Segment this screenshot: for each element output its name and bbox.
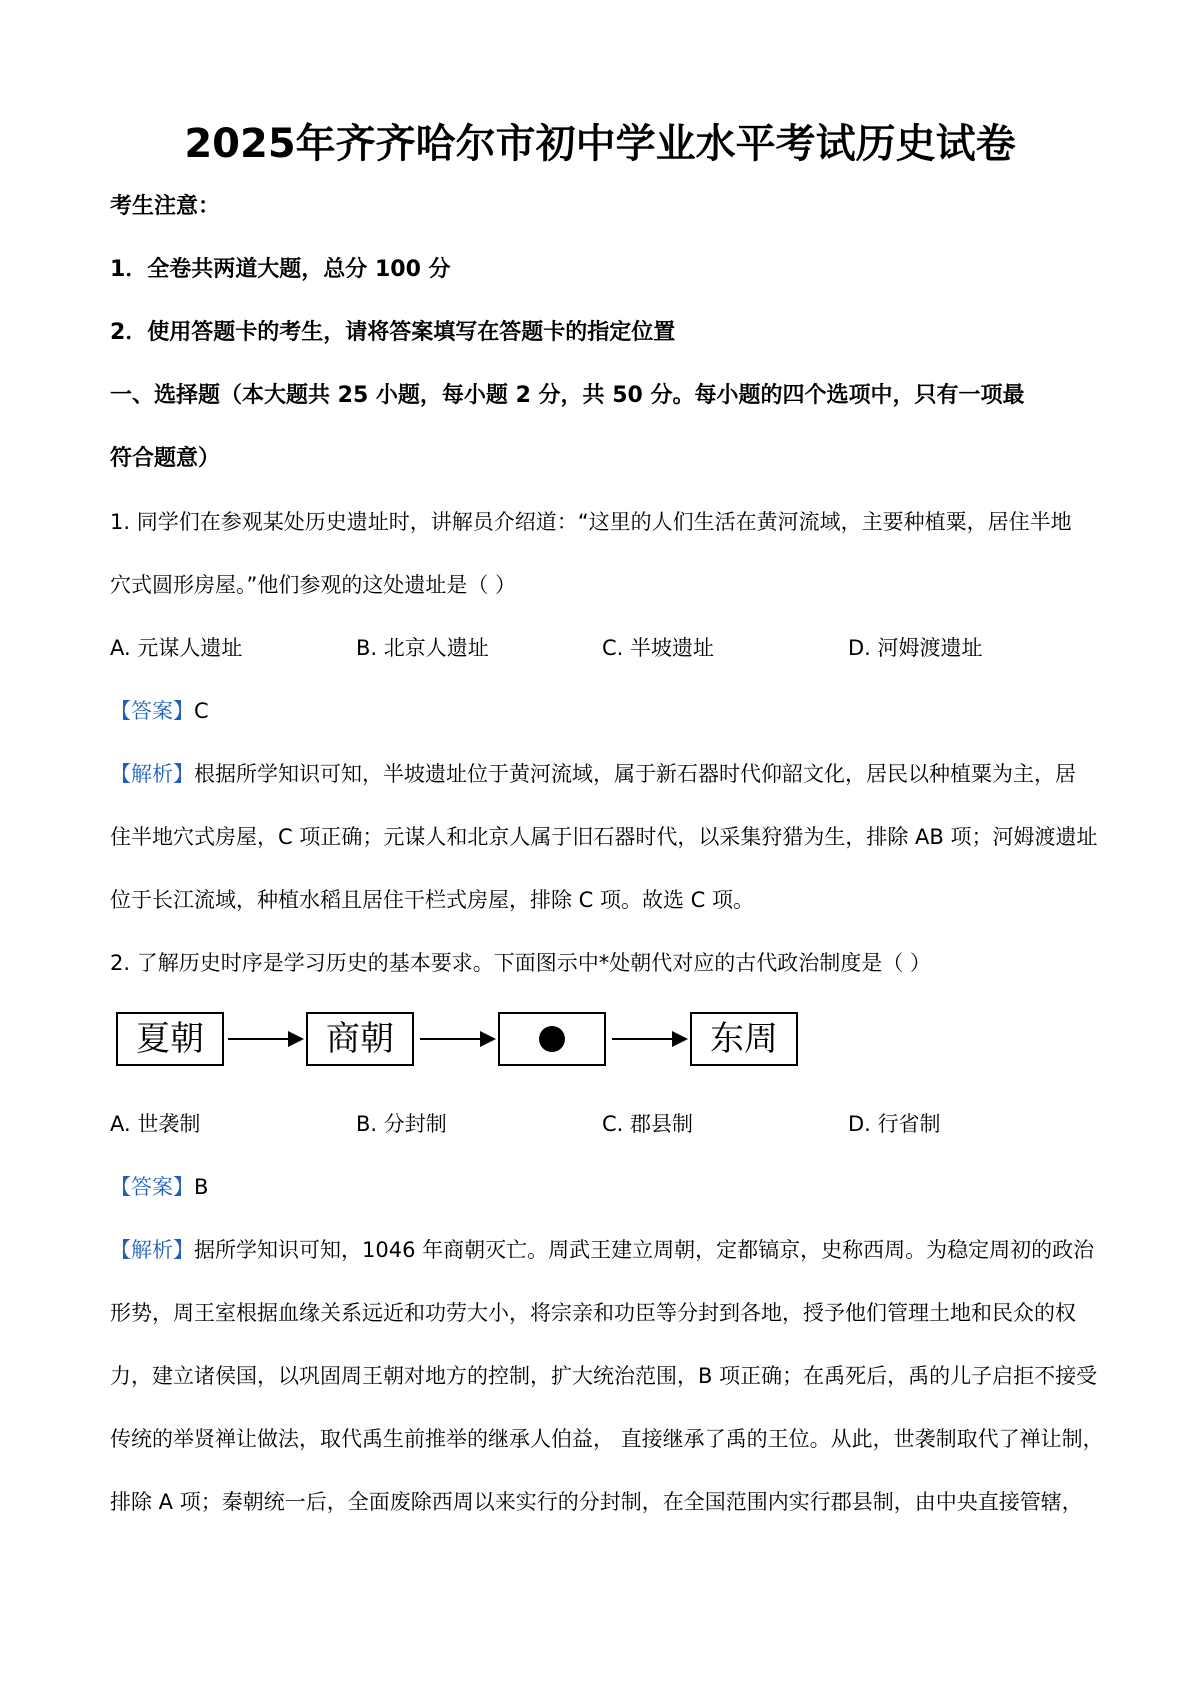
timeline-box-xia: 夏朝 xyxy=(116,1012,224,1066)
q2-answer-tag: 【答案】 xyxy=(110,1175,194,1199)
page-title: 2025年齐齐哈尔市初中学业水平考试历史试卷 xyxy=(184,121,1016,167)
q2-option-d: D. 行省制 xyxy=(848,1112,941,1136)
q1-analysis-text-1: 根据所学知识可知，半坡遗址位于黄河流域，属于新石器时代仰韶文化，居民以种植粟为主，居 xyxy=(194,762,1076,786)
notice-heading: 考生注意： xyxy=(110,194,221,219)
q2-analysis-text-1: 据所学知识可知，1046 年商朝灭亡。周武王建立周朝，定都镐京，史称西周。为稳定周初的政治 xyxy=(194,1238,1095,1262)
unknown-dynasty-dot-icon xyxy=(539,1026,565,1052)
q2-option-a: A. 世袭制 xyxy=(110,1112,201,1136)
notice-item-2: 2．使用答题卡的考生，请将答案填写在答题卡的指定位置 xyxy=(110,320,676,345)
q2-analysis-line-4: 传统的举贤禅让做法，取代禹生前推举的继承人伯益， 直接继承了禹的王位。从此，世袭制取代了禅让制， xyxy=(110,1427,1104,1451)
timeline-box-shang: 商朝 xyxy=(306,1012,414,1066)
timeline-arrow-3 xyxy=(612,1038,686,1040)
timeline-box-unknown xyxy=(498,1012,606,1066)
q2-analysis-line-1 xyxy=(110,1236,1094,1264)
q1-option-a: A. 元谋人遗址 xyxy=(110,636,243,660)
timeline-arrow-1 xyxy=(228,1038,302,1040)
q1-option-c: C. 半坡遗址 xyxy=(602,636,715,660)
q2-stem-line-1: 2. 了解历史时序是学习历史的基本要求。下面图示中*处朝代对应的古代政治制度是（ ） xyxy=(110,951,931,975)
q1-stem-line-1: 1. 同学们在参观某处历史遗址时，讲解员介绍道：“这里的人们生活在黄河流域，主要种植粟，居住半地 xyxy=(110,510,1072,534)
q2-option-b: B. 分封制 xyxy=(356,1112,447,1136)
q1-answer-value: C xyxy=(194,699,209,723)
q1-answer-tag: 【答案】 xyxy=(110,699,194,723)
q1-analysis-tag: 【解析】 xyxy=(110,762,194,786)
q2-analysis-tag: 【解析】 xyxy=(110,1238,194,1262)
section-heading-line-1: 一、选择题（本大题共 25 小题，每小题 2 分，共 50 分。每小题的四个选项中，只有一项最 xyxy=(110,383,1025,408)
dynasty-timeline-figure xyxy=(116,1012,816,1072)
timeline-box-eastern-zhou: 东周 xyxy=(690,1012,798,1066)
q1-answer xyxy=(110,697,209,725)
q1-stem-line-2: 穴式圆形房屋。”他们参观的这处遗址是（ ） xyxy=(110,573,517,597)
q1-option-b: B. 北京人遗址 xyxy=(356,636,489,660)
section-heading-line-2: 符合题意） xyxy=(110,446,221,471)
q2-answer-value: B xyxy=(194,1175,209,1199)
notice-item-1: 1．全卷共两道大题，总分 100 分 xyxy=(110,257,451,282)
q1-analysis-line-3: 位于长江流域，种植水稻且居住干栏式房屋，排除 C 项。故选 C 项。 xyxy=(110,888,755,912)
q2-answer xyxy=(110,1173,208,1201)
q2-analysis-line-2: 形势，周王室根据血缘关系远近和功劳大小，将宗亲和功臣等分封到各地，授予他们管理土地和民众的权 xyxy=(110,1301,1076,1325)
q2-option-c: C. 郡县制 xyxy=(602,1112,694,1136)
q2-analysis-line-3: 力，建立诸侯国，以巩固周王朝对地方的控制，扩大统治范围，B 项正确；在禹死后，禹的儿子启拒不接受 xyxy=(110,1364,1098,1388)
q1-option-d: D. 河姆渡遗址 xyxy=(848,636,983,660)
q1-analysis-line-2: 住半地穴式房屋，C 项正确；元谋人和北京人属于旧石器时代，以采集狩猎为生，排除 AB 项；河姆渡遗址 xyxy=(110,825,1098,849)
q1-analysis-line-1 xyxy=(110,760,1076,788)
q2-analysis-line-5: 排除 A 项；秦朝统一后，全面废除西周以来实行的分封制，在全国范围内实行郡县制，由中央直接管辖， xyxy=(110,1490,1083,1514)
timeline-arrow-2 xyxy=(420,1038,494,1040)
